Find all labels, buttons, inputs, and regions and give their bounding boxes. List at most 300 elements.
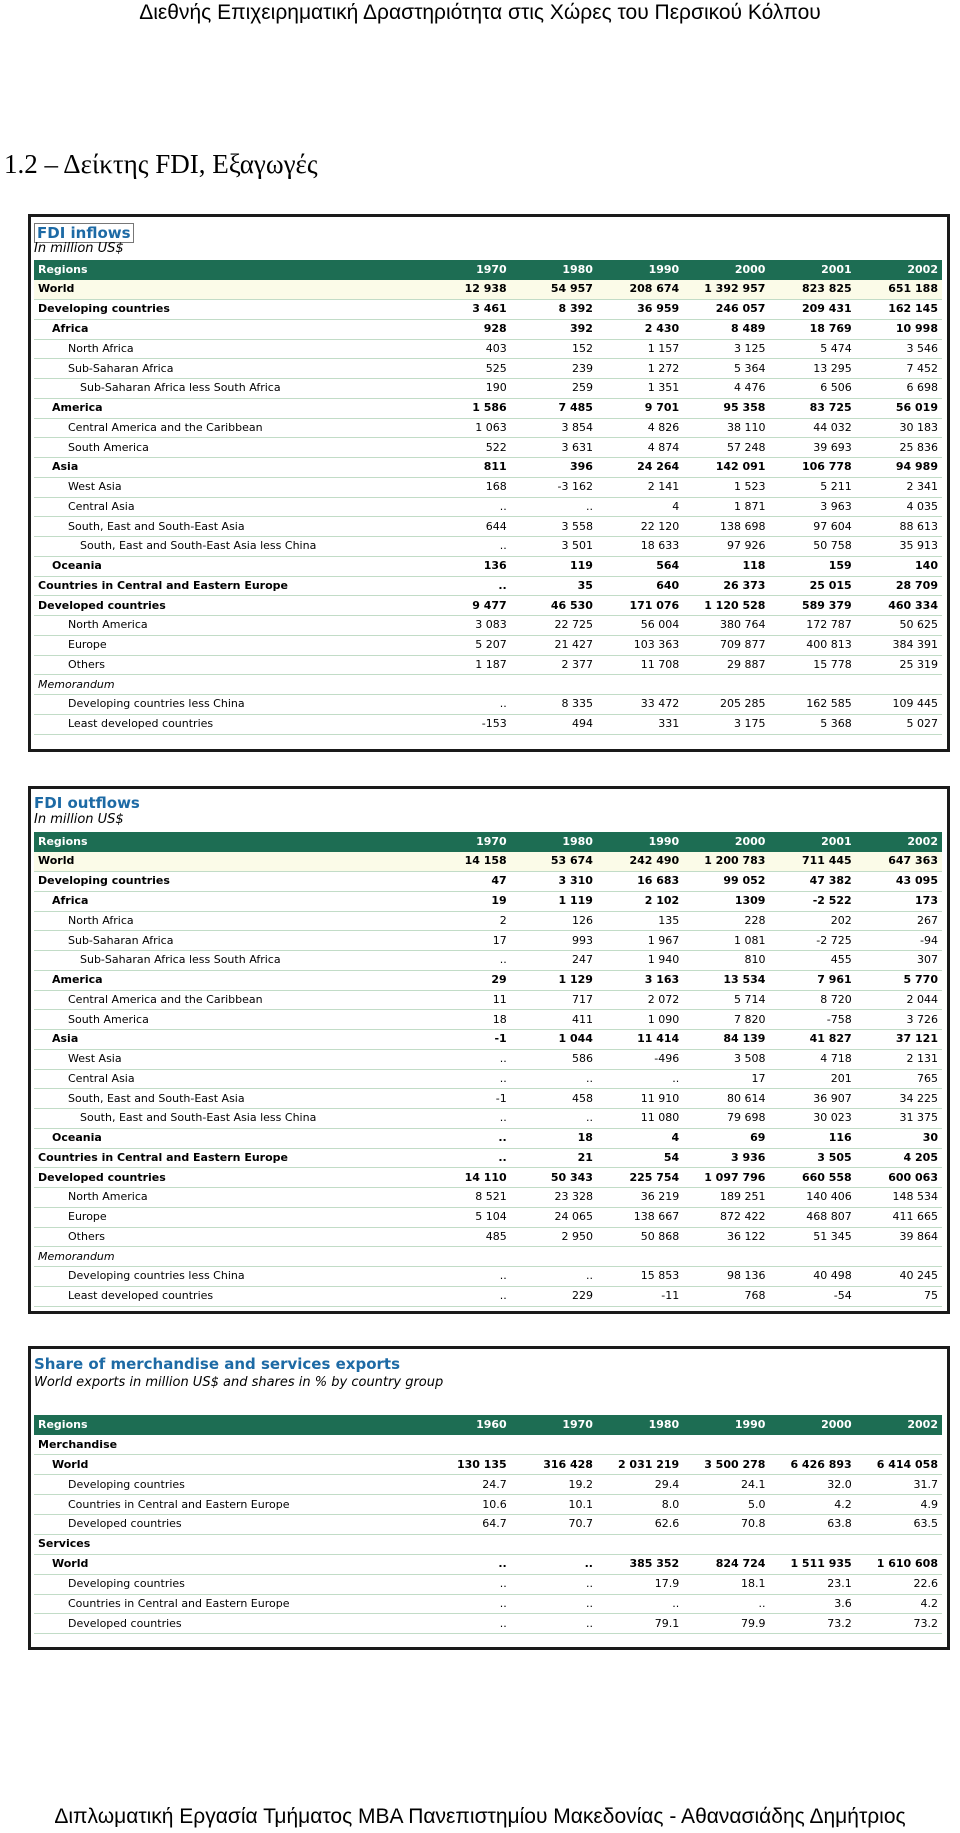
table-cell: -11 <box>597 1286 683 1306</box>
row-label: America <box>34 970 424 990</box>
table-cell: 768 <box>683 1286 769 1306</box>
table-cell <box>683 1435 769 1455</box>
table-cell: 9 701 <box>597 398 683 418</box>
table-cell: 2 031 219 <box>597 1455 683 1475</box>
table-cell: 29.4 <box>597 1475 683 1495</box>
fdi-outflows-title: FDI outflows <box>34 794 140 812</box>
fdi-inflows-table <box>34 260 942 735</box>
table-cell: 411 665 <box>856 1207 942 1227</box>
table-cell: 403 <box>424 339 510 359</box>
table-cell: 21 427 <box>511 635 597 655</box>
table-cell: -94 <box>856 931 942 951</box>
table-cell: 22.6 <box>856 1574 942 1594</box>
table-cell: 717 <box>511 990 597 1010</box>
table-cell: 823 825 <box>769 280 855 300</box>
row-label: Services <box>34 1534 424 1554</box>
table-cell: 29 887 <box>683 655 769 675</box>
row-label: Central Asia <box>34 1069 424 1089</box>
table-cell: 872 422 <box>683 1207 769 1227</box>
table-cell: 460 334 <box>856 596 942 616</box>
table-row <box>34 872 942 892</box>
table-cell: 2 131 <box>856 1049 942 1069</box>
table-cell: 30 <box>856 1128 942 1148</box>
table-row <box>34 1069 942 1089</box>
table-cell: 8.0 <box>597 1495 683 1515</box>
table-cell <box>511 1435 597 1455</box>
table-cell: 3 631 <box>511 438 597 458</box>
table-cell: 1 187 <box>424 655 510 675</box>
table-cell: 30 023 <box>769 1109 855 1129</box>
column-header-year: 1970 <box>424 260 510 280</box>
table-cell: 99 052 <box>683 872 769 892</box>
table-cell <box>769 675 855 695</box>
table-cell: 189 251 <box>683 1188 769 1208</box>
table-cell: 4.9 <box>856 1495 942 1515</box>
table-cell: 50 758 <box>769 537 855 557</box>
table-cell: 4 476 <box>683 379 769 399</box>
table-cell: 26 373 <box>683 576 769 596</box>
table-cell: 208 674 <box>597 280 683 300</box>
table-cell: 4 826 <box>597 418 683 438</box>
fdi-outflows-subtitle: In million US$ <box>34 812 124 827</box>
column-header-year: 1990 <box>597 260 683 280</box>
table-header-row <box>34 1415 942 1435</box>
table-cell: -496 <box>597 1049 683 1069</box>
table-cell: .. <box>424 1286 510 1306</box>
table-cell: 103 363 <box>597 635 683 655</box>
page-header: Διεθνής Επιχειρηματική Δραστηριότητα στις Χώρες του Περσικού Κόλπου <box>139 1 821 24</box>
table-cell: 36 907 <box>769 1089 855 1109</box>
table-cell: 36 122 <box>683 1227 769 1247</box>
table-cell: 130 135 <box>424 1455 510 1475</box>
table-row <box>34 517 942 537</box>
table-cell: 1 063 <box>424 418 510 438</box>
table-row <box>34 576 942 596</box>
table-cell: 5 368 <box>769 714 855 734</box>
table-cell: 15 853 <box>597 1267 683 1287</box>
table-cell: 3 501 <box>511 537 597 557</box>
table-cell <box>683 1247 769 1267</box>
table-cell <box>856 1534 942 1554</box>
row-label: World <box>34 280 424 300</box>
table-cell: 18 633 <box>597 537 683 557</box>
table-row <box>34 714 942 734</box>
table-cell: 23.1 <box>769 1574 855 1594</box>
table-row <box>34 1227 942 1247</box>
table-cell: 5 027 <box>856 714 942 734</box>
table-cell: 56 019 <box>856 398 942 418</box>
table-cell: 455 <box>769 951 855 971</box>
table-cell: 17 <box>424 931 510 951</box>
table-row <box>34 497 942 517</box>
table-cell: 3 175 <box>683 714 769 734</box>
table-cell <box>424 675 510 695</box>
table-row <box>34 852 942 872</box>
table-cell: 247 <box>511 951 597 971</box>
table-cell: 126 <box>511 911 597 931</box>
table-row <box>34 1247 942 1267</box>
table-cell: 1 200 783 <box>683 852 769 872</box>
table-row <box>34 655 942 675</box>
table-cell: 202 <box>769 911 855 931</box>
row-label: Africa <box>34 891 424 911</box>
row-label: Countries in Central and Eastern Europe <box>34 1594 424 1614</box>
table-cell: 2 430 <box>597 319 683 339</box>
table-cell: 83 725 <box>769 398 855 418</box>
row-label: Developing countries less China <box>34 695 424 715</box>
table-cell: 400 813 <box>769 635 855 655</box>
row-label: South America <box>34 438 424 458</box>
table-cell: 70.8 <box>683 1514 769 1534</box>
table-cell: 50 343 <box>511 1168 597 1188</box>
table-cell: .. <box>511 1267 597 1287</box>
row-label: Memorandum <box>34 675 424 695</box>
table-cell: 2 044 <box>856 990 942 1010</box>
row-label: South, East and South-East Asia <box>34 1089 424 1109</box>
table-cell: 810 <box>683 951 769 971</box>
table-cell: 15 778 <box>769 655 855 675</box>
table-cell: .. <box>597 1069 683 1089</box>
table-cell: 80 614 <box>683 1089 769 1109</box>
column-header-year: 1970 <box>511 1415 597 1435</box>
table-cell: 3 936 <box>683 1148 769 1168</box>
table-cell: 142 091 <box>683 458 769 478</box>
row-label: West Asia <box>34 477 424 497</box>
table-row <box>34 280 942 300</box>
table-cell: 56 004 <box>597 616 683 636</box>
table-cell: 11 414 <box>597 1030 683 1050</box>
table-row <box>34 695 942 715</box>
row-label: Asia <box>34 1030 424 1050</box>
table-cell: 1 119 <box>511 891 597 911</box>
table-cell: .. <box>511 1614 597 1634</box>
table-cell: 25 319 <box>856 655 942 675</box>
table-cell: 267 <box>856 911 942 931</box>
table-row <box>34 458 942 478</box>
column-header-regions: Regions <box>34 832 424 852</box>
table-cell: 24.1 <box>683 1475 769 1495</box>
table-cell: 411 <box>511 1010 597 1030</box>
table-cell: 5.0 <box>683 1495 769 1515</box>
table-cell <box>424 1435 510 1455</box>
table-cell: 4 035 <box>856 497 942 517</box>
table-cell: 79 698 <box>683 1109 769 1129</box>
column-header-year: 2001 <box>769 832 855 852</box>
table-cell: 5 714 <box>683 990 769 1010</box>
table-row <box>34 1168 942 1188</box>
row-label: South, East and South-East Asia <box>34 517 424 537</box>
table-row <box>34 635 942 655</box>
table-cell: .. <box>424 1069 510 1089</box>
table-cell: 1 392 957 <box>683 280 769 300</box>
table-row <box>34 931 942 951</box>
table-cell: 3 726 <box>856 1010 942 1030</box>
table-cell: 63.5 <box>856 1514 942 1534</box>
table-cell: 190 <box>424 379 510 399</box>
table-cell: 22 725 <box>511 616 597 636</box>
table-cell: 140 <box>856 556 942 576</box>
section-title: 1.2 – Δείκτης FDI, Εξαγωγές <box>4 149 318 179</box>
table-row <box>34 1286 942 1306</box>
row-label: Memorandum <box>34 1247 424 1267</box>
table-cell: 69 <box>683 1128 769 1148</box>
table-cell: 16 683 <box>597 872 683 892</box>
column-header-regions: Regions <box>34 260 424 280</box>
table-cell: -54 <box>769 1286 855 1306</box>
table-row <box>34 1089 942 1109</box>
table-cell: 4 718 <box>769 1049 855 1069</box>
row-label: South, East and South-East Asia less China <box>34 1109 424 1129</box>
table-cell: 6 698 <box>856 379 942 399</box>
row-label: Least developed countries <box>34 714 424 734</box>
table-cell: 2 377 <box>511 655 597 675</box>
table-cell: 30 183 <box>856 418 942 438</box>
table-cell: .. <box>424 951 510 971</box>
table-cell: -2 522 <box>769 891 855 911</box>
table-cell: 3 500 278 <box>683 1455 769 1475</box>
table-cell: 3 558 <box>511 517 597 537</box>
table-cell: 1 272 <box>597 359 683 379</box>
table-cell: 33 472 <box>597 695 683 715</box>
table-row <box>34 477 942 497</box>
table-cell: .. <box>511 1574 597 1594</box>
table-cell: 138 698 <box>683 517 769 537</box>
column-header-year: 2002 <box>856 260 942 280</box>
table-cell: 7 485 <box>511 398 597 418</box>
table-cell: 239 <box>511 359 597 379</box>
table-cell: 18 <box>424 1010 510 1030</box>
table-cell: 201 <box>769 1069 855 1089</box>
table-cell: .. <box>424 695 510 715</box>
table-cell <box>597 675 683 695</box>
table-row <box>34 596 942 616</box>
table-cell: 29 <box>424 970 510 990</box>
table-cell: -3 162 <box>511 477 597 497</box>
table-row <box>34 1614 942 1634</box>
table-cell: .. <box>424 1128 510 1148</box>
table-row <box>34 319 942 339</box>
table-cell: 152 <box>511 339 597 359</box>
table-cell: 17 <box>683 1069 769 1089</box>
fdi-outflows-table <box>34 832 942 1307</box>
table-cell: 47 382 <box>769 872 855 892</box>
table-cell: 98 136 <box>683 1267 769 1287</box>
table-cell: 34 225 <box>856 1089 942 1109</box>
row-label: Asia <box>34 458 424 478</box>
table-cell: 1 129 <box>511 970 597 990</box>
table-cell: 44 032 <box>769 418 855 438</box>
table-cell: 4 874 <box>597 438 683 458</box>
table-cell: .. <box>424 1554 510 1574</box>
table-cell: 600 063 <box>856 1168 942 1188</box>
table-cell: 4 <box>597 1128 683 1148</box>
table-cell <box>597 1435 683 1455</box>
table-cell: 57 248 <box>683 438 769 458</box>
row-label: South, East and South-East Asia less China <box>34 537 424 557</box>
table-row <box>34 1574 942 1594</box>
row-label: Sub-Saharan Africa <box>34 359 424 379</box>
table-row <box>34 1148 942 1168</box>
table-cell: .. <box>511 497 597 517</box>
table-cell: 3.6 <box>769 1594 855 1614</box>
table-row <box>34 1495 942 1515</box>
table-cell: 458 <box>511 1089 597 1109</box>
table-cell: 1 044 <box>511 1030 597 1050</box>
table-cell: 3 854 <box>511 418 597 438</box>
table-cell: 3 163 <box>597 970 683 990</box>
fdi-outflows-panel <box>28 786 950 1314</box>
table-cell: 4 <box>597 497 683 517</box>
table-cell: 50 625 <box>856 616 942 636</box>
table-cell: 53 674 <box>511 852 597 872</box>
table-row <box>34 675 942 695</box>
table-cell: .. <box>511 1069 597 1089</box>
table-cell: 824 724 <box>683 1554 769 1574</box>
table-cell <box>769 1534 855 1554</box>
table-cell: .. <box>683 1594 769 1614</box>
table-cell: 8 335 <box>511 695 597 715</box>
table-cell: 3 310 <box>511 872 597 892</box>
table-cell: 10 998 <box>856 319 942 339</box>
table-cell: 6 426 893 <box>769 1455 855 1475</box>
column-header-year: 2000 <box>683 832 769 852</box>
table-cell: 10.1 <box>511 1495 597 1515</box>
table-cell: 765 <box>856 1069 942 1089</box>
table-cell: 62.6 <box>597 1514 683 1534</box>
table-row <box>34 1455 942 1475</box>
table-row <box>34 1010 942 1030</box>
table-cell: -2 725 <box>769 931 855 951</box>
table-cell: 18 769 <box>769 319 855 339</box>
table-cell: 307 <box>856 951 942 971</box>
row-label: Merchandise <box>34 1435 424 1455</box>
table-cell: 3 508 <box>683 1049 769 1069</box>
table-cell: 6 414 058 <box>856 1455 942 1475</box>
row-label: North America <box>34 1188 424 1208</box>
table-cell: -1 <box>424 1089 510 1109</box>
table-cell: 24 264 <box>597 458 683 478</box>
table-cell: 2 <box>424 911 510 931</box>
table-cell: 564 <box>597 556 683 576</box>
table-cell: -758 <box>769 1010 855 1030</box>
table-cell: 79.9 <box>683 1614 769 1634</box>
table-cell: 14 158 <box>424 852 510 872</box>
table-cell: .. <box>511 1109 597 1129</box>
table-cell: 19 <box>424 891 510 911</box>
table-cell: 1309 <box>683 891 769 911</box>
table-cell: .. <box>424 1267 510 1287</box>
table-cell: 73.2 <box>856 1614 942 1634</box>
table-cell: 1 610 608 <box>856 1554 942 1574</box>
table-cell <box>856 1247 942 1267</box>
table-cell: 97 604 <box>769 517 855 537</box>
table-cell: 75 <box>856 1286 942 1306</box>
table-cell: 3 461 <box>424 300 510 320</box>
table-cell: 79.1 <box>597 1614 683 1634</box>
table-cell: 36 219 <box>597 1188 683 1208</box>
table-cell: 171 076 <box>597 596 683 616</box>
table-cell: 136 <box>424 556 510 576</box>
row-label: Countries in Central and Eastern Europe <box>34 1495 424 1515</box>
table-cell: 106 778 <box>769 458 855 478</box>
table-cell: 1 523 <box>683 477 769 497</box>
table-cell: 88 613 <box>856 517 942 537</box>
table-cell: 109 445 <box>856 695 942 715</box>
table-cell: 5 211 <box>769 477 855 497</box>
table-cell: 384 391 <box>856 635 942 655</box>
table-cell: 246 057 <box>683 300 769 320</box>
table-cell: 11 080 <box>597 1109 683 1129</box>
table-cell: 209 431 <box>769 300 855 320</box>
table-cell: 21 <box>511 1148 597 1168</box>
table-cell: 54 957 <box>511 280 597 300</box>
table-cell: 148 534 <box>856 1188 942 1208</box>
column-header-year: 2002 <box>856 1415 942 1435</box>
table-header-row <box>34 260 942 280</box>
row-label: Central America and the Caribbean <box>34 990 424 1010</box>
table-cell: 116 <box>769 1128 855 1148</box>
table-cell: 1 586 <box>424 398 510 418</box>
row-label: Developed countries <box>34 1614 424 1634</box>
table-cell: 162 145 <box>856 300 942 320</box>
table-cell: 11 708 <box>597 655 683 675</box>
column-header-year: 1980 <box>511 832 597 852</box>
row-label: Others <box>34 655 424 675</box>
table-cell: 5 474 <box>769 339 855 359</box>
table-cell <box>683 1534 769 1554</box>
table-cell: 31 375 <box>856 1109 942 1129</box>
table-cell: 35 913 <box>856 537 942 557</box>
table-cell <box>683 675 769 695</box>
row-label: Sub-Saharan Africa <box>34 931 424 951</box>
table-cell: 7 820 <box>683 1010 769 1030</box>
table-cell: 36 959 <box>597 300 683 320</box>
table-row <box>34 1267 942 1287</box>
table-cell: 468 807 <box>769 1207 855 1227</box>
table-cell: 19.2 <box>511 1475 597 1495</box>
row-label: Developing countries <box>34 872 424 892</box>
table-cell: -1 <box>424 1030 510 1050</box>
table-cell <box>597 1534 683 1554</box>
page-footer: Διπλωματική Εργασία Τμήματος MBA Πανεπιστημίου Μακεδονίας - Αθανασιάδης Δημήτριος <box>54 1805 906 1828</box>
table-cell: 13 534 <box>683 970 769 990</box>
table-cell: 138 667 <box>597 1207 683 1227</box>
table-cell: 5 770 <box>856 970 942 990</box>
table-row <box>34 891 942 911</box>
table-cell: 38 110 <box>683 418 769 438</box>
fdi-inflows-subtitle: In million US$ <box>34 241 124 256</box>
exports-share-title: Share of merchandise and services exports <box>34 1355 401 1373</box>
table-cell: 25 836 <box>856 438 942 458</box>
table-cell: 811 <box>424 458 510 478</box>
table-cell: 159 <box>769 556 855 576</box>
table-row <box>34 1475 942 1495</box>
table-cell: 380 764 <box>683 616 769 636</box>
row-label: North Africa <box>34 911 424 931</box>
table-cell: 485 <box>424 1227 510 1247</box>
table-cell: 18.1 <box>683 1574 769 1594</box>
row-label: Developed countries <box>34 1168 424 1188</box>
table-cell: .. <box>424 1614 510 1634</box>
table-cell: 3 125 <box>683 339 769 359</box>
table-cell: 525 <box>424 359 510 379</box>
column-header-regions: Regions <box>34 1415 424 1435</box>
table-cell: 41 827 <box>769 1030 855 1050</box>
table-cell: .. <box>424 537 510 557</box>
row-label: Central America and the Caribbean <box>34 418 424 438</box>
row-label: Developed countries <box>34 596 424 616</box>
table-cell <box>856 1435 942 1455</box>
